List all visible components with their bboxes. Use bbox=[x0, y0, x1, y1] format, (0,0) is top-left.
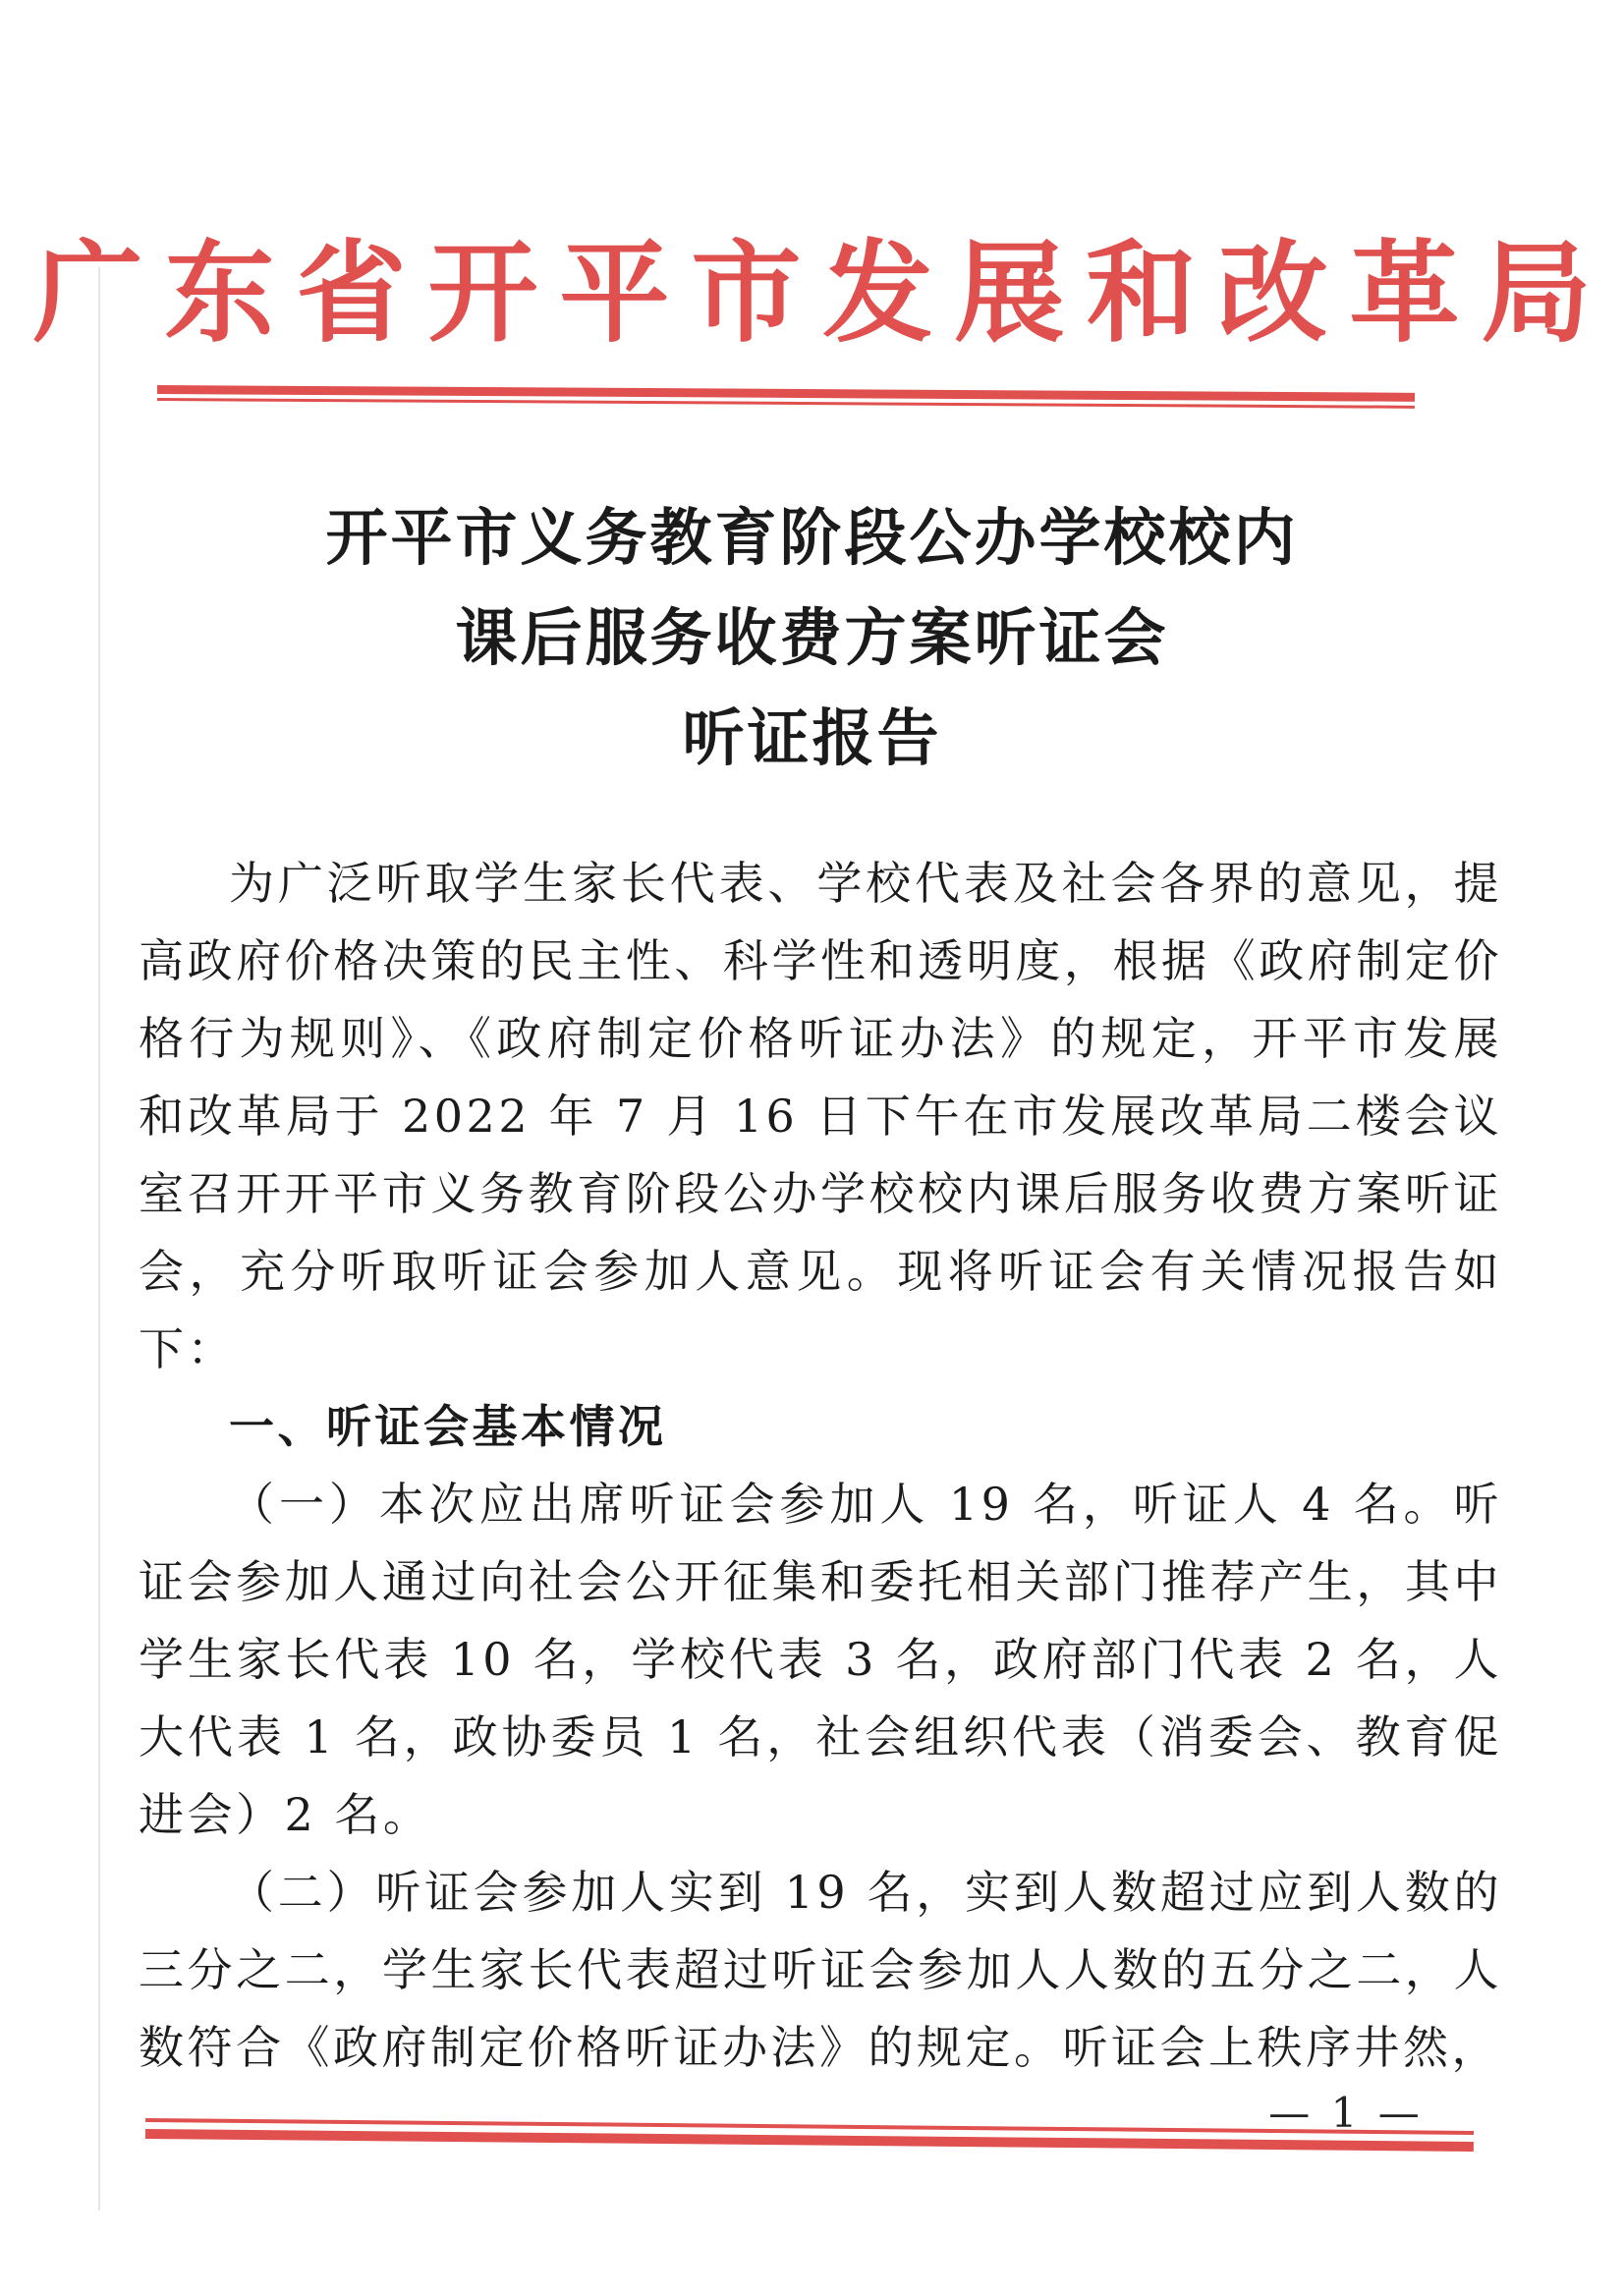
section-heading-basic-situation: 一、听证会基本情况 bbox=[229, 1400, 667, 1453]
paragraph-intro: 为广泛听取学生家长代表、学校代表及社会各界的意见，提高政府价格决策的民主性、科学性和透明度，根据《政府制定价格行为规则》、《政府制定价格听证办法》的规定，开平市发展和改革局于 2022 年 7 月 16 日下午在市发展改革局二楼会议室召开开平市义务教育阶段公办学校校内课后服务收费方案听证会，充分听取听证会参加人意见。现将听证会有关情况报告如下： bbox=[139, 857, 1502, 1375]
letterhead-divider bbox=[157, 385, 1415, 409]
document-title bbox=[0, 487, 1624, 788]
page-number: — 1 — bbox=[1268, 2089, 1424, 2137]
document-body bbox=[139, 845, 1502, 2087]
paragraph-item-2: （二）听证会参加人实到 19 名，实到人数超过应到人数的三分之二，学生家长代表超过听证会参加人人数的五分之二，人数符合《政府制定价格听证办法》的规定。听证会上秩序井然， bbox=[139, 1866, 1502, 2074]
document-title-line-3: 听证报告 bbox=[682, 701, 942, 774]
letterhead-title: 广东省开平市发展和改革局 bbox=[32, 229, 1613, 358]
document-title-line-1: 开平市义务教育阶段公办学校校内 bbox=[325, 501, 1299, 574]
document-title-line-2: 课后服务收费方案听证会 bbox=[455, 601, 1169, 674]
paragraph-item-1: （一）本次应出席听证会参加人 19 名，听证人 4 名。听证会参加人通过向社会公开征集和委托相关部门推荐产生，其中学生家长代表 10 名，学校代表 3 名，政府部门代表 2 名，人大代表 1 名，政协委员 1 名，社会组织代表（消委会、教育促进会）2 名。 bbox=[139, 1478, 1502, 1841]
